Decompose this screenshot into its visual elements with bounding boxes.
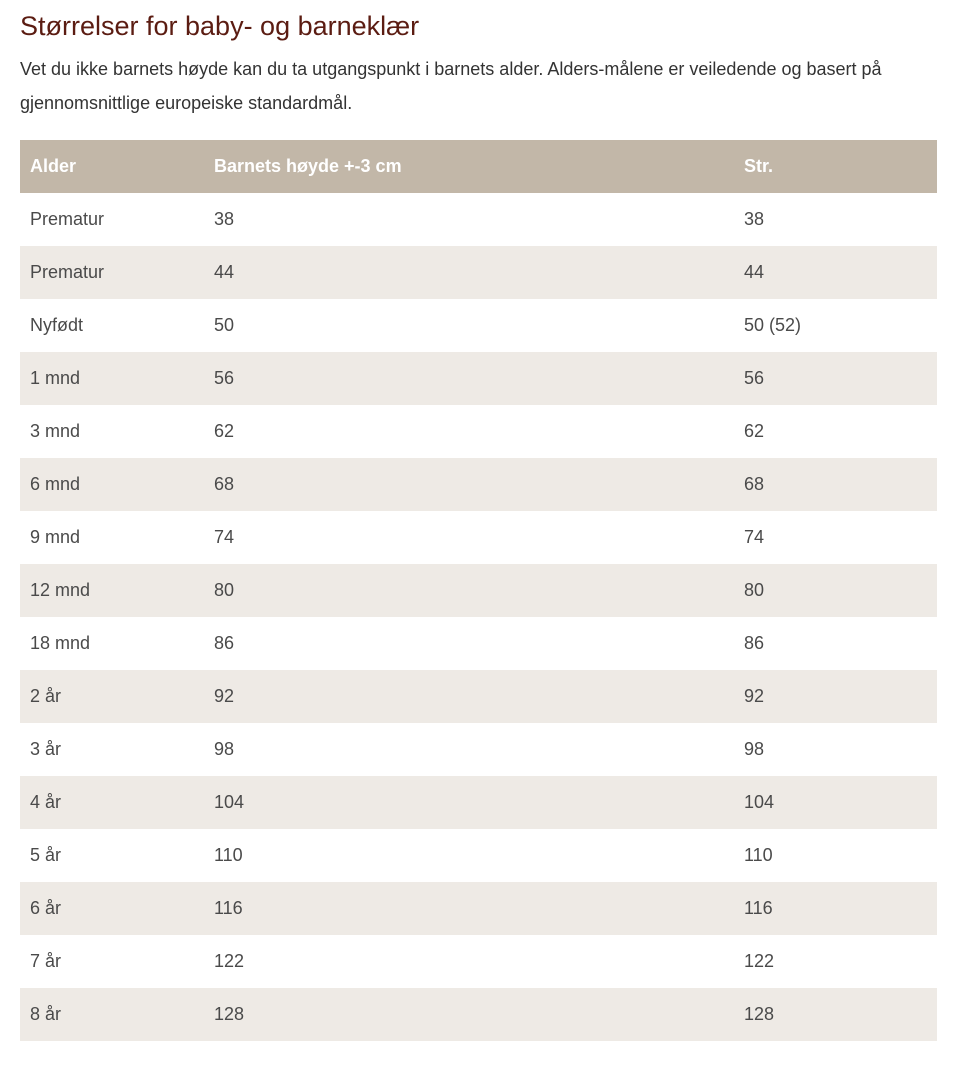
cell-age: 7 år [30, 951, 62, 971]
cell-height: 92 [204, 670, 734, 723]
page-title: Størrelser for baby- og barneklær [20, 11, 420, 41]
cell-age: 5 år [30, 845, 62, 865]
table-row [20, 564, 937, 617]
table-row [20, 617, 937, 670]
cell-size: 86 [744, 633, 765, 653]
table-row [20, 299, 937, 352]
cell-age: 2 år [20, 670, 204, 723]
table-row [20, 670, 937, 723]
cell-height: 68 [204, 458, 734, 511]
cell-size: 110 [744, 845, 773, 865]
cell-age: 3 år [30, 739, 62, 759]
table-row [20, 829, 937, 882]
cell-size: 122 [744, 951, 775, 971]
table-row [20, 776, 937, 829]
cell-age: 1 mnd [20, 352, 204, 405]
cell-age: 3 mnd [30, 421, 81, 441]
table-row [20, 246, 937, 299]
table-header [20, 140, 937, 193]
cell-height: 86 [214, 633, 235, 653]
cell-age: 18 mnd [30, 633, 91, 653]
cell-age: 6 mnd [20, 458, 204, 511]
intro-text: Vet du ikke barnets høyde kan du ta utgangspunkt i barnets alder. Alders-målene er veiledende og basert på gjennomsnittlige europeiske standardmål. [20, 59, 882, 113]
cell-size: 80 [734, 564, 937, 617]
size-table [20, 140, 937, 1041]
header-row [20, 140, 937, 193]
cell-size: 128 [734, 988, 937, 1041]
header-age: Alder [20, 140, 204, 193]
cell-height: 116 [204, 882, 734, 935]
cell-size: 74 [744, 527, 765, 547]
cell-height: 122 [214, 951, 245, 971]
table-row [20, 882, 937, 935]
header-size: Str. [734, 140, 937, 193]
cell-size: 68 [734, 458, 937, 511]
cell-height: 44 [204, 246, 734, 299]
table-row [20, 352, 937, 405]
cell-size: 38 [744, 209, 765, 229]
cell-height: 74 [214, 527, 235, 547]
cell-size: 104 [734, 776, 937, 829]
cell-age: 9 mnd [30, 527, 81, 547]
cell-size: 56 [734, 352, 937, 405]
cell-height: 56 [204, 352, 734, 405]
cell-size: 50 (52) [744, 315, 802, 335]
header-height: Barnets høyde +-3 cm [204, 140, 734, 193]
table-row [20, 988, 937, 1041]
cell-height: 80 [204, 564, 734, 617]
cell-age: Nyfødt [30, 315, 84, 335]
cell-age: Prematur [20, 246, 204, 299]
cell-size: 116 [734, 882, 937, 935]
cell-age: Prematur [30, 209, 105, 229]
cell-height: 110 [214, 845, 243, 865]
cell-height: 62 [214, 421, 235, 441]
table-row [20, 193, 937, 246]
cell-height: 98 [214, 739, 235, 759]
cell-size: 62 [744, 421, 765, 441]
cell-height: 128 [204, 988, 734, 1041]
table-row [20, 458, 937, 511]
cell-height: 104 [204, 776, 734, 829]
cell-height: 50 [214, 315, 235, 335]
cell-size: 44 [734, 246, 937, 299]
cell-age: 4 år [20, 776, 204, 829]
table-row [20, 935, 937, 988]
cell-age: 6 år [20, 882, 204, 935]
cell-size: 98 [744, 739, 765, 759]
cell-age: 8 år [20, 988, 204, 1041]
cell-age: 12 mnd [20, 564, 204, 617]
table-row [20, 511, 937, 564]
table-row [20, 723, 937, 776]
cell-height: 38 [214, 209, 235, 229]
table-row [20, 405, 937, 458]
table-body [20, 193, 937, 1041]
cell-size: 92 [734, 670, 937, 723]
